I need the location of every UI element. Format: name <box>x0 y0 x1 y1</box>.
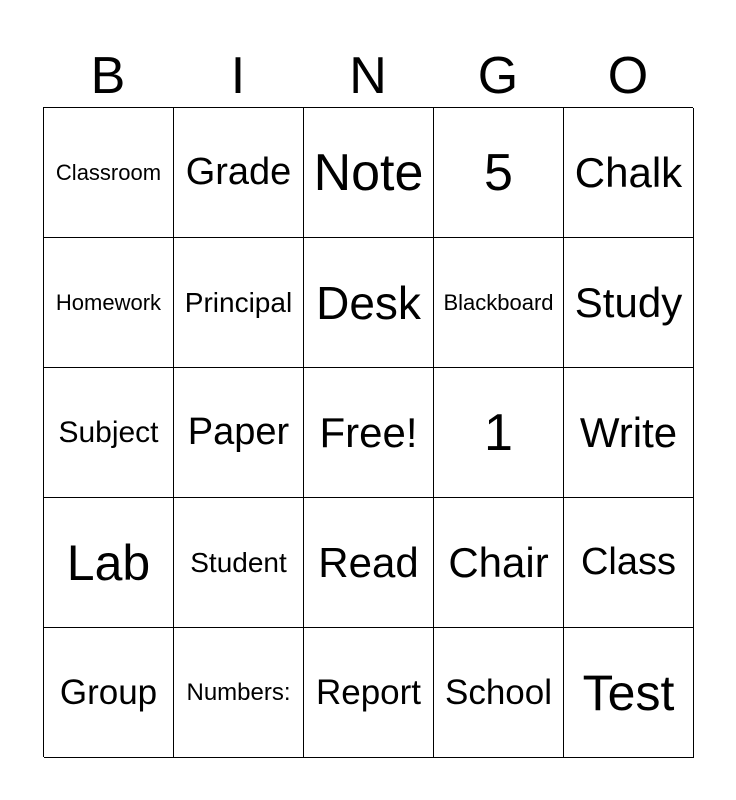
bingo-cell: Write <box>564 368 694 498</box>
bingo-cell: Test <box>564 628 694 758</box>
bingo-cell: Lab <box>44 498 174 628</box>
bingo-cell: Student <box>174 498 304 628</box>
header-letter-g: G <box>477 47 519 105</box>
bingo-cell: Desk <box>304 238 434 368</box>
bingo-cell: Chalk <box>564 108 694 238</box>
bingo-cell: School <box>434 628 564 758</box>
bingo-cell: Chair <box>434 498 564 628</box>
bingo-cell: Report <box>304 628 434 758</box>
bingo-board <box>43 107 693 757</box>
bingo-cell: Blackboard <box>434 238 564 368</box>
bingo-cell: Group <box>44 628 174 758</box>
bingo-cell: Read <box>304 498 434 628</box>
bingo-cell: Paper <box>174 368 304 498</box>
bingo-cell: Free! <box>304 368 434 498</box>
bingo-cell: Numbers: <box>174 628 304 758</box>
bingo-cell: 1 <box>434 368 564 498</box>
bingo-cell: Classroom <box>44 108 174 238</box>
bingo-cell: Grade <box>174 108 304 238</box>
header-letter-i: I <box>230 47 246 105</box>
header-letter-b: B <box>90 47 126 105</box>
header-letter-n: N <box>349 47 387 105</box>
bingo-header <box>43 46 693 106</box>
bingo-cell: Homework <box>44 238 174 368</box>
bingo-cell: Class <box>564 498 694 628</box>
bingo-cell: Study <box>564 238 694 368</box>
bingo-cell: 5 <box>434 108 564 238</box>
header-letter-o: O <box>607 47 649 105</box>
bingo-cell: Subject <box>44 368 174 498</box>
bingo-cell: Principal <box>174 238 304 368</box>
bingo-cell: Note <box>304 108 434 238</box>
